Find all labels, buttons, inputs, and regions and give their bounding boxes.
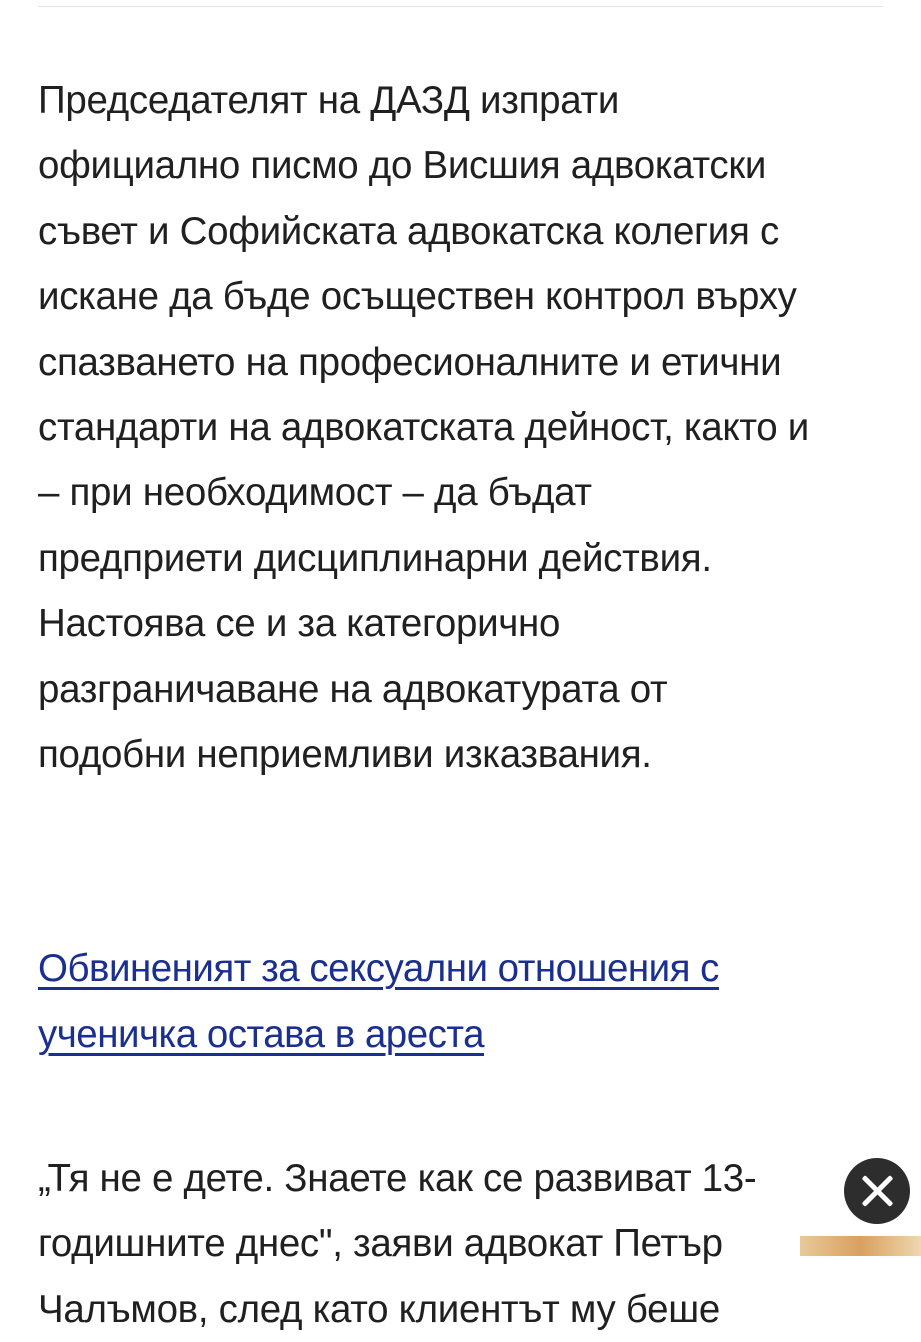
close-ad-button[interactable] (844, 1158, 910, 1224)
close-icon (859, 1173, 895, 1209)
ad-banner-peek[interactable] (800, 1236, 921, 1256)
top-divider (38, 6, 883, 7)
article-paragraph: „Тя не е дете. Знаете как се развиват 13- годишните днес", заяви адвокат Петър Чалъмов, след като клиентът му беше (38, 1157, 757, 1331)
article-paragraph: Председателят на ДАЗД изпрати официално писмо до Висшия адвокатски съвет и Софийската адвокатска колегия с искане да бъде осъществен контрол върху спазването на професионалните и етични стандарти на адвокатската дейност, както и – при необходимост – да бъдат предприети дисциплинарни действия. Настоява се и за категорично разграничаване на адвокатурата от подобни неприемливи изказвания. (38, 79, 810, 777)
related-article-link[interactable]: Обвиненият за сексуални отношения с ученичка остава в ареста (38, 947, 719, 1056)
